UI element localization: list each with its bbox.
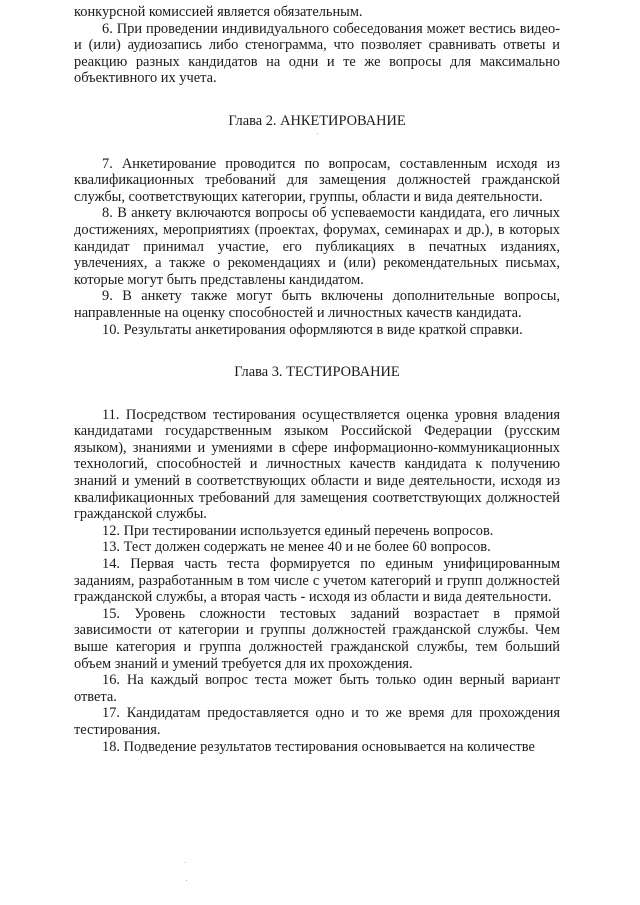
paragraph-14: 14. Первая часть теста формируется по единым унифицированным заданиям, разработанным в том числе с учетом категорий и групп должностей гражданской службы, а вторая часть - исходя из области и вида деятельности. bbox=[74, 556, 560, 606]
document-body bbox=[74, 4, 560, 755]
spacer bbox=[74, 381, 560, 407]
scan-speck bbox=[317, 133, 318, 134]
paragraph-10: 10. Результаты анкетирования оформляются в виде краткой справки. bbox=[102, 321, 523, 338]
paragraph-6: 6. При проведении индивидуального собеседования может вестись видео- и (или) аудиозапись либо стенограмма, что позволяет сравнивать ответы и реакцию разных кандидатов на одни и те же вопросы для максимально объективного их учета. bbox=[74, 20, 560, 87]
paragraph-11: 11. Посредством тестирования осуществляется оценка уровня владения кандидатами государственным языком Российской Федерации (русским языком), знаниями и умениями в сфере информационно-коммуникационных технологий, способностей и личностных качеств кандидата к получению знаний и умений в соответствующих области и виде деятельности, исходя из квалификационных требований для замещения соответствующих должностей гражданской службы. bbox=[74, 406, 560, 523]
paragraph-15: 15. Уровень сложности тестовых заданий возрастает в прямой зависимости от категории и группы должностей гражданской службы. Чем выше категория и группа должностей гражданской службы, тем больший объем знаний и умений требуется для их прохождения. bbox=[74, 605, 560, 672]
chapter-3-title: Глава 3. ТЕСТИРОВАНИЕ bbox=[234, 364, 400, 381]
paragraph-8: 8. В анкету включаются вопросы об успеваемости кандидата, его личных достижениях, мероприятиях (проектах, форумах, семинарах и др.), в которых кандидат принимал участие, его публикациях в печатных изданиях, увлечениях, а также о рекомендациях и (или) рекомендательных письмах, которые могут быть представлены кандидатом. bbox=[74, 205, 560, 288]
chapter-2-title: Глава 2. АНКЕТИРОВАНИЕ bbox=[228, 112, 406, 129]
paragraph-continuation: конкурсной комиссией является обязательным. bbox=[74, 4, 363, 20]
paragraph-12: 12. При тестировании используется единый перечень вопросов. bbox=[102, 522, 494, 539]
scan-speck bbox=[186, 880, 187, 881]
spacer bbox=[74, 338, 560, 364]
scan-speck bbox=[185, 862, 186, 863]
paragraph-17: 17. Кандидатам предоставляется одно и то же время для прохождения тестирования. bbox=[74, 705, 560, 738]
paragraph-16: 16. На каждый вопрос теста может быть только один верный вариант ответа. bbox=[74, 672, 560, 705]
spacer bbox=[74, 87, 560, 113]
paragraph-18: 18. Подведение результатов тестирования основывается на количестве bbox=[102, 738, 535, 755]
paragraph-9: 9. В анкету также могут быть включены дополнительные вопросы, направленные на оценку способностей и личностных качеств кандидата. bbox=[74, 288, 560, 321]
paragraph-13: 13. Тест должен содержать не менее 40 и не более 60 вопросов. bbox=[102, 539, 491, 556]
paragraph-7: 7. Анкетирование проводится по вопросам, составленным исходя из квалификационных требований для замещения должностей гражданской службы, соответствующих категории, группы, области и вида деятельности. bbox=[74, 155, 560, 205]
